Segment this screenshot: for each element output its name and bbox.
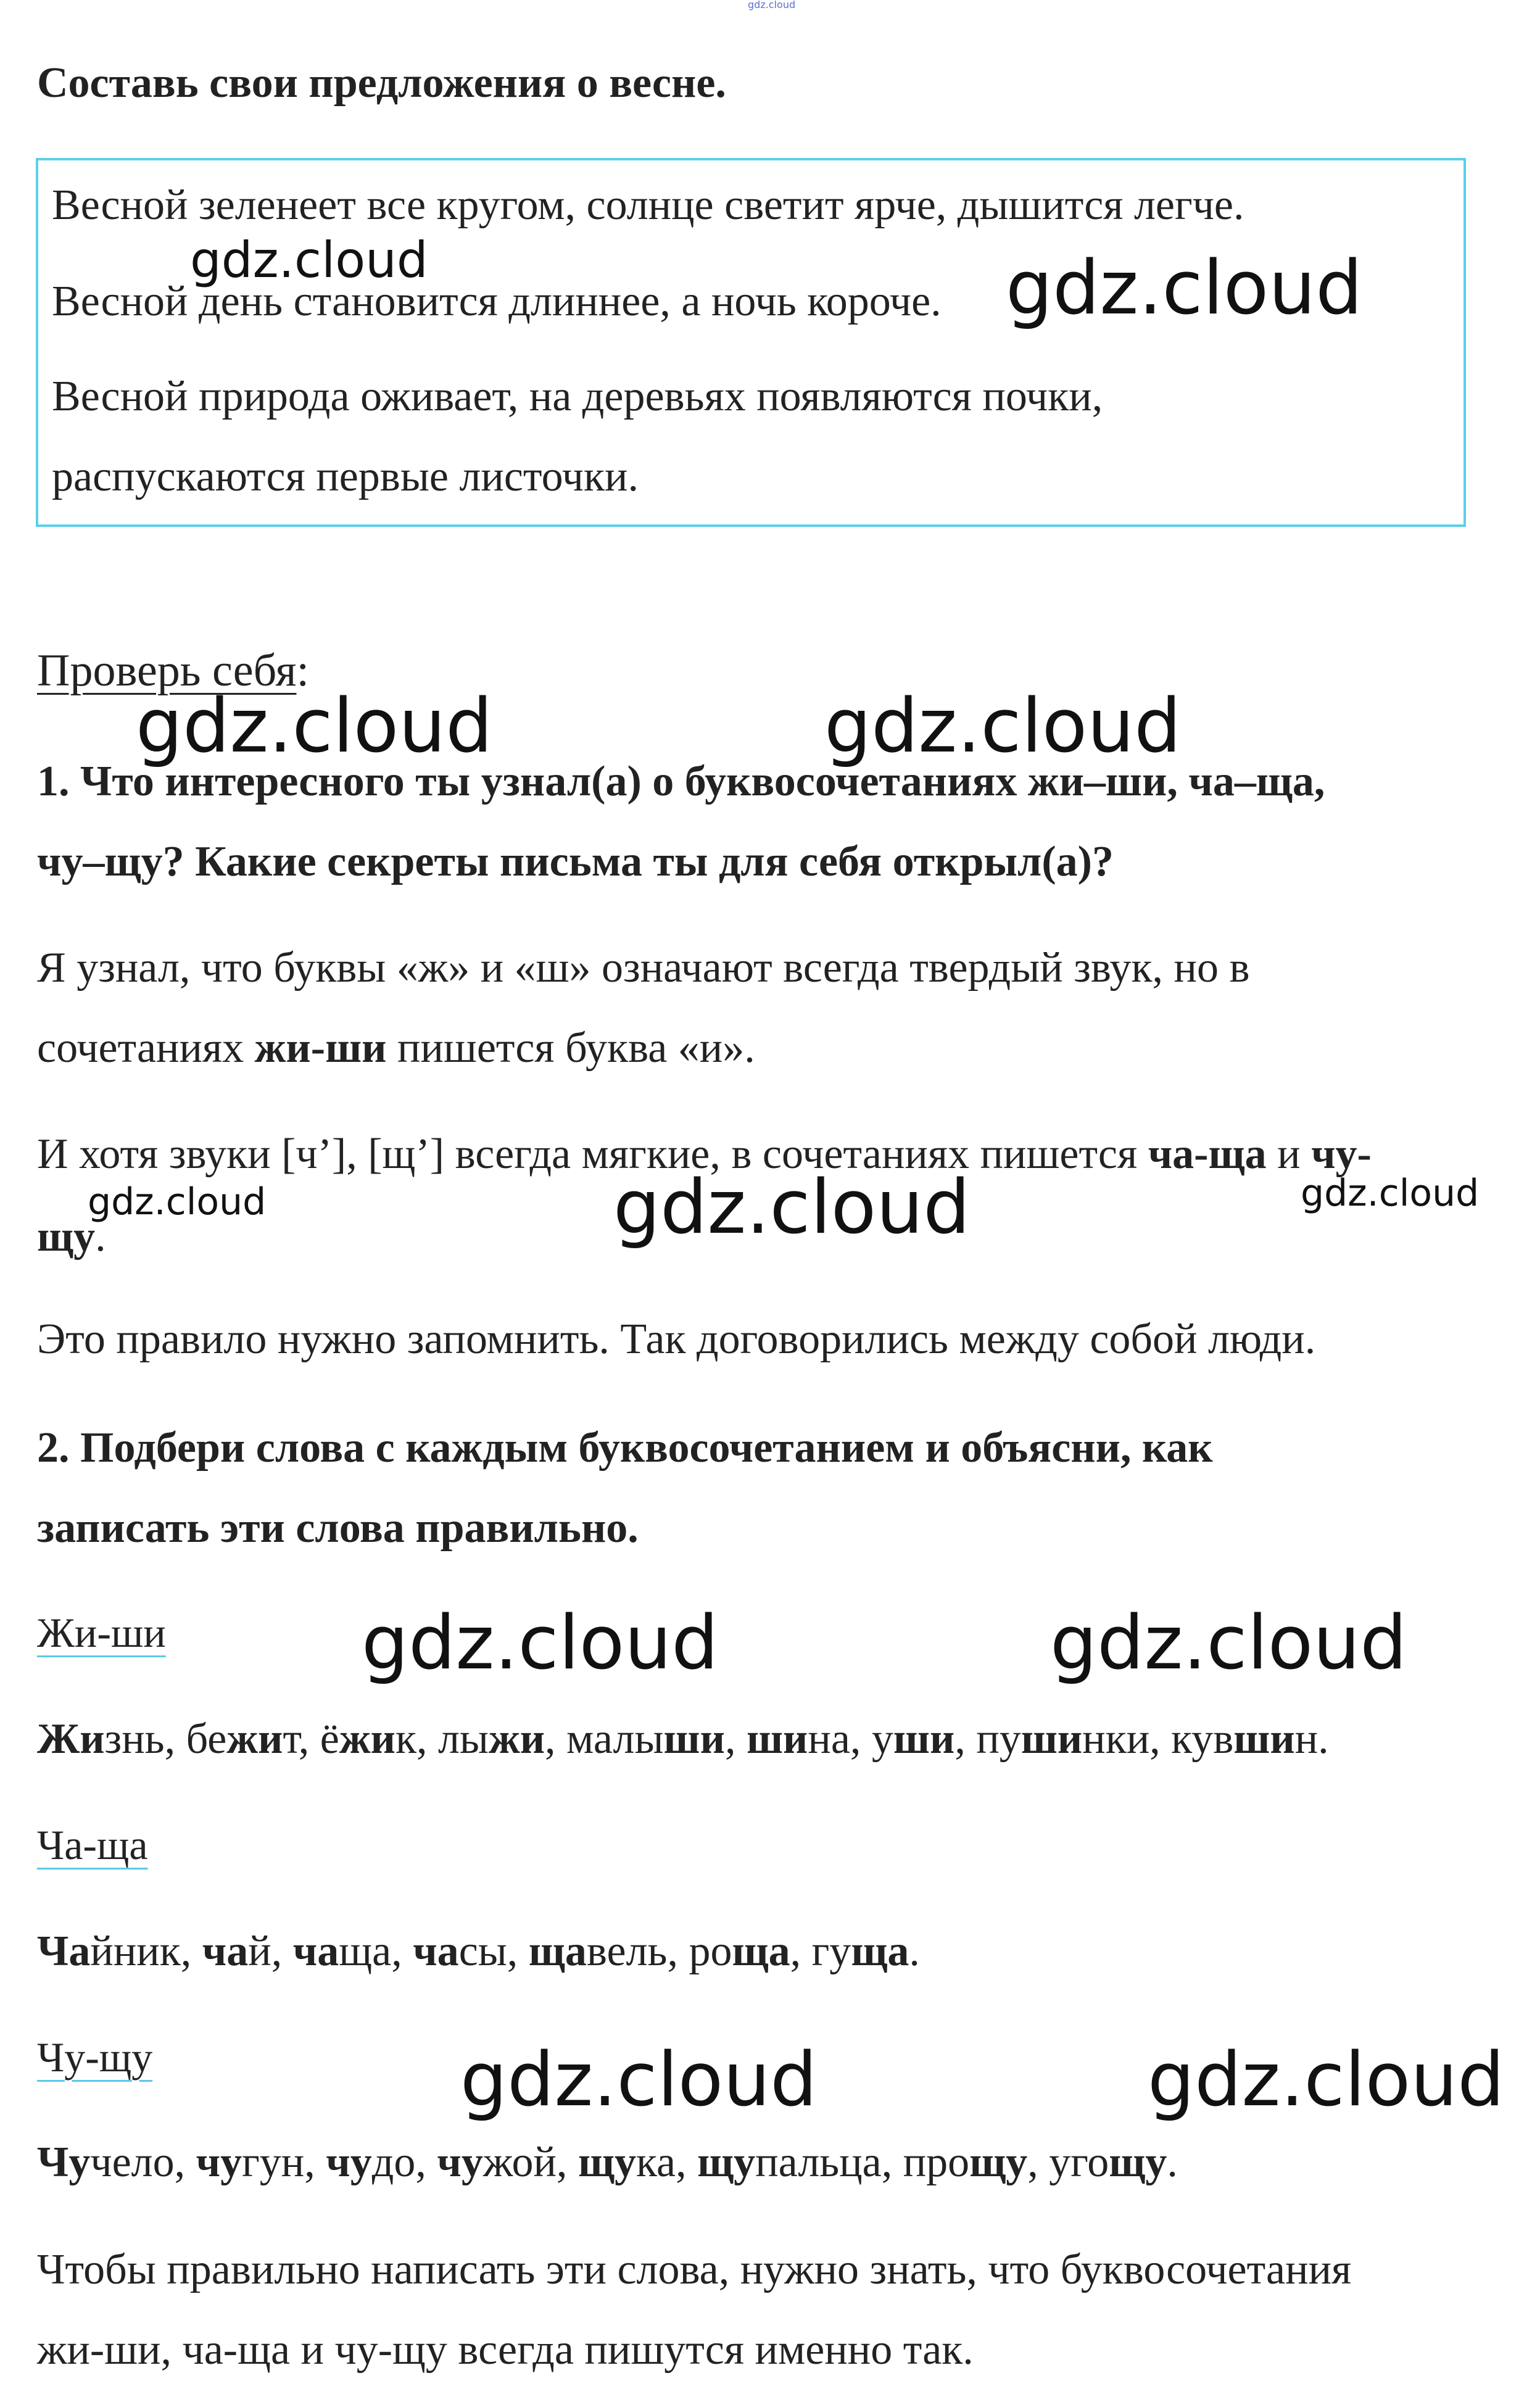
word-bold-part: ча — [413, 1928, 459, 1975]
answer-1-line-1: Я узнал, что буквы «ж» и «ш» означают всегда твердый звук, но в — [37, 944, 1250, 992]
word-plain-part: нки, кув — [1082, 1715, 1234, 1763]
word-plain-part: жой, — [482, 2139, 578, 2186]
group-label-chu-shchu: Чу-щу — [37, 2034, 153, 2081]
word-plain-part: . — [909, 1928, 920, 1975]
check-colon: : — [296, 645, 310, 696]
word-bold-part: ща — [528, 1928, 587, 1975]
task-heading: Составь свои предложения о весне. — [37, 59, 726, 107]
word-bold-part: Ча — [37, 1928, 91, 1975]
word-plain-part: , гу — [790, 1928, 851, 1975]
word-bold-part: щу — [578, 2139, 637, 2186]
word-plain-part: . — [1167, 2139, 1178, 2186]
watermark: gdz.cloud — [362, 1601, 719, 1686]
word-bold-part: ши — [746, 1715, 808, 1763]
watermark: gdz.cloud — [1006, 246, 1363, 331]
answer-1-line-5: Это правило нужно запомнить. Так договорились между собой люди. — [37, 1315, 1316, 1363]
word-plain-part: , малы — [545, 1715, 664, 1763]
word-bold-part: ши — [1020, 1715, 1083, 1763]
word-bold-part: жи — [339, 1715, 395, 1763]
word-bold-part: жи — [226, 1715, 283, 1763]
watermark: gdz.cloud — [136, 684, 493, 769]
conclusion-line-1: Чтобы правильно написать эти слова, нужно знать, что буквосочетания — [37, 2246, 1352, 2293]
word-plain-part: вель, ро — [586, 1928, 732, 1975]
group-label-zhi-shi: Жи-ши — [37, 1609, 166, 1656]
group-words-cha-shcha — [37, 1930, 920, 1973]
answer-1-line-2-bold: жи-ши — [254, 1024, 387, 1072]
word-bold-part: чу — [437, 2139, 483, 2186]
box-line-2: Весной день становится длиннее, а ночь короче. — [52, 278, 942, 325]
word-plain-part: й, — [248, 1928, 293, 1975]
word-bold-part: щу — [697, 2139, 756, 2186]
word-bold-part: ча — [202, 1928, 249, 1975]
group-label-cha-shcha: Ча-ща — [37, 1821, 148, 1868]
question-1-line-1: 1. Что интересного ты узнал(а) о буквосочетаниях жи–ши, ча–ща, — [37, 758, 1325, 805]
box-line-1: Весной зеленеет все кругом, солнце светит ярче, дышится легче. — [52, 181, 1244, 229]
word-bold-part: чу — [326, 2139, 372, 2186]
word-plain-part: чело, — [90, 2139, 196, 2186]
word-bold-part: Жи — [37, 1715, 105, 1763]
watermark: gdz.cloud — [824, 684, 1182, 769]
group-words-zhi-shi — [37, 1715, 1329, 1763]
word-plain-part: ща, — [339, 1928, 413, 1975]
watermark: gdz.cloud — [1301, 1172, 1480, 1215]
word-bold-part: ча — [292, 1928, 339, 1975]
group-words-chu-shchu — [37, 2141, 1178, 2184]
word-plain-part: бе — [186, 1715, 227, 1763]
word-plain-part: ка, — [636, 2139, 698, 2186]
answer-1-line-3-bold-2: чу- — [1311, 1130, 1372, 1178]
word-plain-part: на, у — [808, 1715, 893, 1763]
answer-1-line-4-bold: щу — [37, 1213, 96, 1261]
word-bold-part: щу — [969, 2139, 1028, 2186]
word-plain-part: н. — [1294, 1715, 1329, 1763]
word-plain-part: до, — [371, 2139, 437, 2186]
word-bold-part: ши — [893, 1715, 955, 1763]
answer-1-line-2 — [37, 1024, 755, 1072]
word-plain-part: йник, — [90, 1928, 202, 1975]
watermark: gdz.cloud — [1050, 1601, 1407, 1686]
word-bold-part: ши — [663, 1715, 725, 1763]
word-bold-part: ща — [851, 1928, 909, 1975]
word-bold-part: ши — [1233, 1715, 1295, 1763]
question-2-line-1: 2. Подбери слова с каждым буквосочетанием и объясни, как — [37, 1424, 1213, 1472]
watermark: gdz.cloud — [613, 1165, 971, 1251]
word-bold-part: щу — [1109, 2139, 1167, 2186]
word-plain-part: пальца, про — [755, 2139, 970, 2186]
box-line-3: Весной природа оживает, на деревьях появляются почки, — [52, 373, 1103, 420]
check-label: Проверь себя — [37, 645, 297, 696]
word-plain-part: , — [724, 1715, 747, 1763]
word-plain-part: гун, — [242, 2139, 326, 2186]
word-bold-part: жи — [488, 1715, 545, 1763]
watermark: gdz.cloud — [190, 231, 428, 289]
answer-1-line-3-bold-1: ча-ща — [1148, 1130, 1267, 1178]
word-plain-part: знь, — [104, 1715, 186, 1763]
word-plain-part: т, ё — [283, 1715, 339, 1763]
answer-1-line-4-post: . — [95, 1213, 106, 1261]
word-plain-part: сы, — [458, 1928, 529, 1975]
word-bold-part: чу — [196, 2139, 242, 2186]
box-line-4: распускаются первые листочки. — [52, 453, 639, 500]
watermark: gdz.cloud — [1148, 2037, 1505, 2123]
question-2-line-2: записать эти слова правильно. — [37, 1504, 639, 1552]
answer-1-line-3-pre: И хотя звуки [ч’], [щ’] всегда мягкие, в сочетаниях пишется — [37, 1130, 1148, 1178]
word-plain-part: , уго — [1027, 2139, 1109, 2186]
question-1-line-2: чу–щу? Какие секреты письма ты для себя открыл(а)? — [37, 838, 1114, 885]
word-plain-part: , пу — [954, 1715, 1021, 1763]
conclusion-line-2: жи-ши, ча-ща и чу-щу всегда пишутся именно так. — [37, 2326, 974, 2374]
watermark: gdz.cloud — [88, 1180, 267, 1224]
answer-1-line-3-mid: и — [1266, 1130, 1312, 1178]
word-bold-part: ща — [732, 1928, 790, 1975]
watermark: gdz.cloud — [460, 2037, 818, 2123]
answer-1-line-2-pre: сочетаниях — [37, 1024, 255, 1072]
word-plain-part: к, лы — [395, 1715, 489, 1763]
answer-1-line-2-post: пишется буква «и». — [386, 1024, 755, 1072]
word-bold-part: Чу — [37, 2139, 91, 2186]
watermark-top: gdz.cloud — [748, 0, 796, 10]
